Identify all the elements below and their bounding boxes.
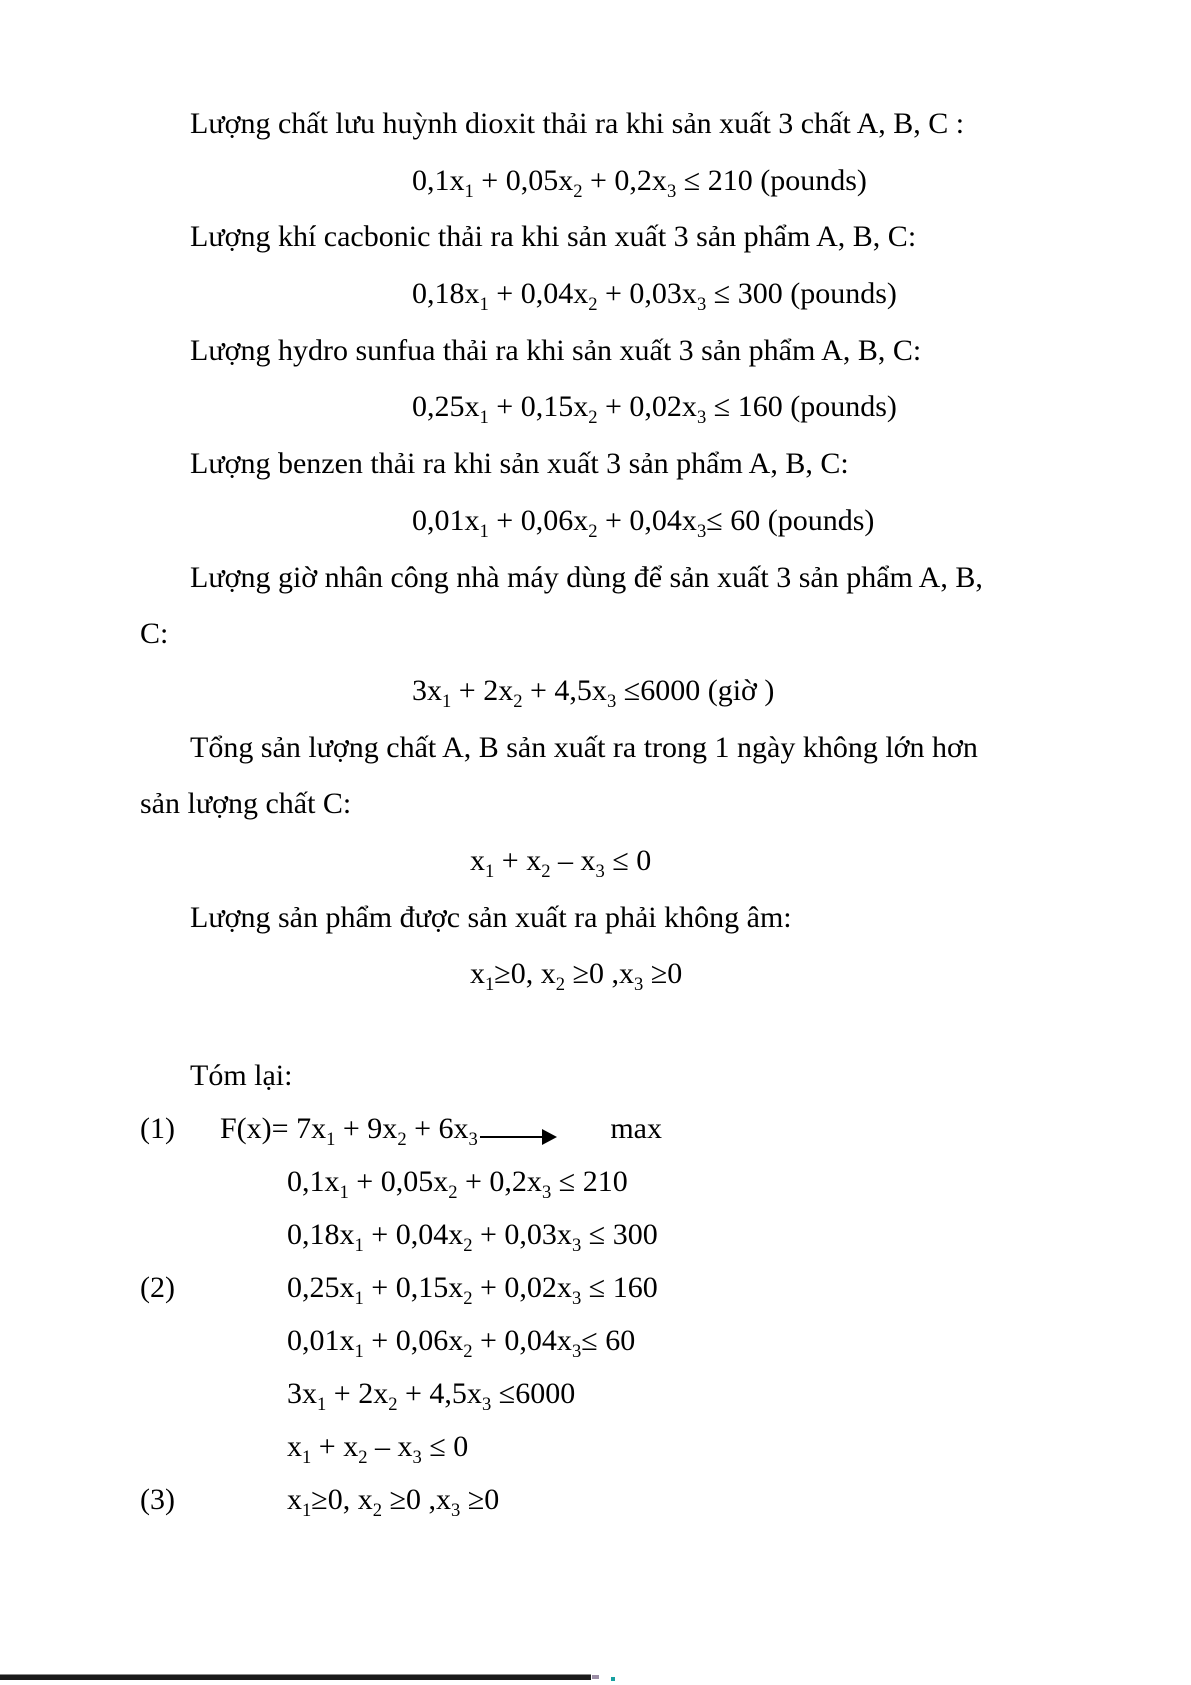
paragraph-line: Tóm lại:: [190, 1059, 293, 1092]
subscript: 1: [302, 1500, 312, 1521]
subscript: 1: [339, 1182, 349, 1203]
equation-line: $0,18x_1 + 0,04x_2 + 0,03x_3 \le 300$ (pounds): [412, 277, 897, 316]
subscript: 2: [448, 1182, 458, 1203]
document-body: [140, 96, 1151, 1526]
subscript: 2: [573, 180, 583, 202]
subscript: 2: [397, 1129, 407, 1150]
subscript: 1: [485, 974, 495, 996]
subscript: 2: [388, 1394, 398, 1415]
summary-equation-line: $3x_1 + 2x_2 + 4,5x_3 \le 6000$: [287, 1377, 576, 1415]
subscript: 2: [588, 407, 598, 429]
paragraph-line: C:: [140, 617, 169, 651]
subscript: 3: [481, 1394, 492, 1415]
paragraph-line: sản lượng chất C:: [140, 787, 352, 821]
equation-content: $x_1\ge 0$, $x_2 \ge 0$ $,x_3 \ge 0$: [287, 1483, 500, 1521]
subscript: 1: [354, 1235, 364, 1256]
equation-line: $3x_1 + 2x_2 + 4,5x_3 \le 6000$ (giờ ): [412, 673, 775, 712]
subscript: 3: [468, 1129, 478, 1150]
paragraph-line: Lượng chất lưu huỳnh dioxit thải ra khi sản xuất 3 chất A, B, C :: [190, 107, 965, 140]
subscript: 3: [696, 407, 707, 429]
subscript: 2: [358, 1447, 368, 1468]
subscript: 1: [354, 1341, 364, 1362]
subscript: 1: [354, 1288, 364, 1309]
subscript: 2: [588, 294, 598, 316]
rule-end-tick: [592, 1675, 599, 1679]
paragraph-line: Lượng sản phẩm được sản xuất ra phải không âm:: [190, 900, 792, 934]
equation-line: $x_1\ge 0$, $x_2 \ge 0$ $,x_3 \ge 0$: [470, 957, 683, 996]
equation-line: $0,01x_1 + 0,06x_2 + 0,04x_3\le 60$ (pounds): [412, 503, 875, 542]
subscript: 1: [479, 407, 489, 429]
numbered-equation-line: [140, 1261, 1151, 1314]
subscript: 1: [479, 294, 489, 316]
paragraph-line: Lượng hydro sunfua thải ra khi sản xuất 3 sản phẩm A, B, C:: [190, 333, 922, 367]
subscript: 1: [464, 180, 474, 202]
equation-line: $0,1x_1 + 0,05x_2 + 0,2x_3 \le 210$ (pounds): [412, 163, 867, 202]
subscript: 2: [555, 974, 566, 996]
subscript: 3: [696, 294, 707, 316]
stray-dot: [611, 1677, 615, 1681]
subscript: 3: [696, 520, 707, 542]
subscript: 3: [451, 1500, 461, 1521]
equation-content: $F(x)= 7x_1 + 9x_2 + 6x_3$ max: [220, 1112, 662, 1150]
subscript: 1: [317, 1394, 327, 1415]
subscript: 2: [463, 1235, 473, 1256]
subscript: 3: [634, 974, 644, 996]
equation-number-label: (3): [140, 1483, 175, 1516]
subscript: 2: [541, 860, 551, 882]
numbered-equation-line: [140, 1102, 1151, 1155]
paragraph-line: Lượng giờ nhân công nhà máy dùng để sản xuất 3 sản phẩm A, B,: [190, 560, 983, 594]
subscript: 2: [463, 1288, 473, 1309]
long-right-arrow-icon: [480, 1136, 558, 1138]
summary-equation-line: $x_1 + x_2 - x_3 \le 0$: [287, 1430, 469, 1468]
subscript: 3: [666, 180, 677, 202]
subscript: 1: [479, 520, 489, 542]
page-bottom-rule: [0, 1674, 591, 1680]
subscript: 1: [326, 1129, 336, 1150]
paragraph-line: Lượng khí cacbonic thải ra khi sản xuất 3 sản phẩm A, B, C:: [190, 220, 917, 254]
subscript: 3: [595, 860, 605, 882]
equation-line: $x_1 + x_2 - x_3 \le 0$: [470, 843, 652, 882]
equation-line: $0,25x_1 + 0,15x_2 + 0,02x_3 \le 160$ (pounds): [412, 390, 897, 429]
subscript: 1: [442, 690, 452, 712]
subscript: 3: [412, 1447, 422, 1468]
equation-number-label: (2): [140, 1271, 175, 1304]
subscript: 3: [571, 1235, 582, 1256]
subscript: 1: [302, 1447, 312, 1468]
subscript: 3: [541, 1182, 552, 1203]
summary-equation-line: $0,01x_1 + 0,06x_2 + 0,04x_3\le 60$: [287, 1324, 636, 1362]
subscript: 2: [588, 520, 598, 542]
summary-equation-line: $0,18x_1 + 0,04x_2 + 0,03x_3 \le 300$: [287, 1218, 658, 1256]
equation-content: $0,25x_1 + 0,15x_2 + 0,02x_3 \le 160$: [287, 1271, 658, 1309]
subscript: 3: [571, 1288, 582, 1309]
subscript: 3: [606, 690, 617, 712]
subscript: 1: [485, 860, 495, 882]
numbered-equation-line: [140, 1473, 1151, 1526]
subscript: 3: [571, 1341, 582, 1362]
equation-number-label: (1): [140, 1112, 175, 1145]
paragraph-line: Lượng benzen thải ra khi sản xuất 3 sản phẩm A, B, C:: [190, 447, 849, 481]
subscript: 2: [513, 690, 523, 712]
summary-equation-line: $0,1x_1 + 0,05x_2 + 0,2x_3 \le 210$: [287, 1165, 628, 1203]
paragraph-line: Tổng sản lượng chất A, B sản xuất ra trong 1 ngày không lớn hơn: [190, 730, 978, 764]
spacer: [140, 1003, 1151, 1049]
subscript: 2: [372, 1500, 383, 1521]
subscript: 2: [463, 1341, 473, 1362]
